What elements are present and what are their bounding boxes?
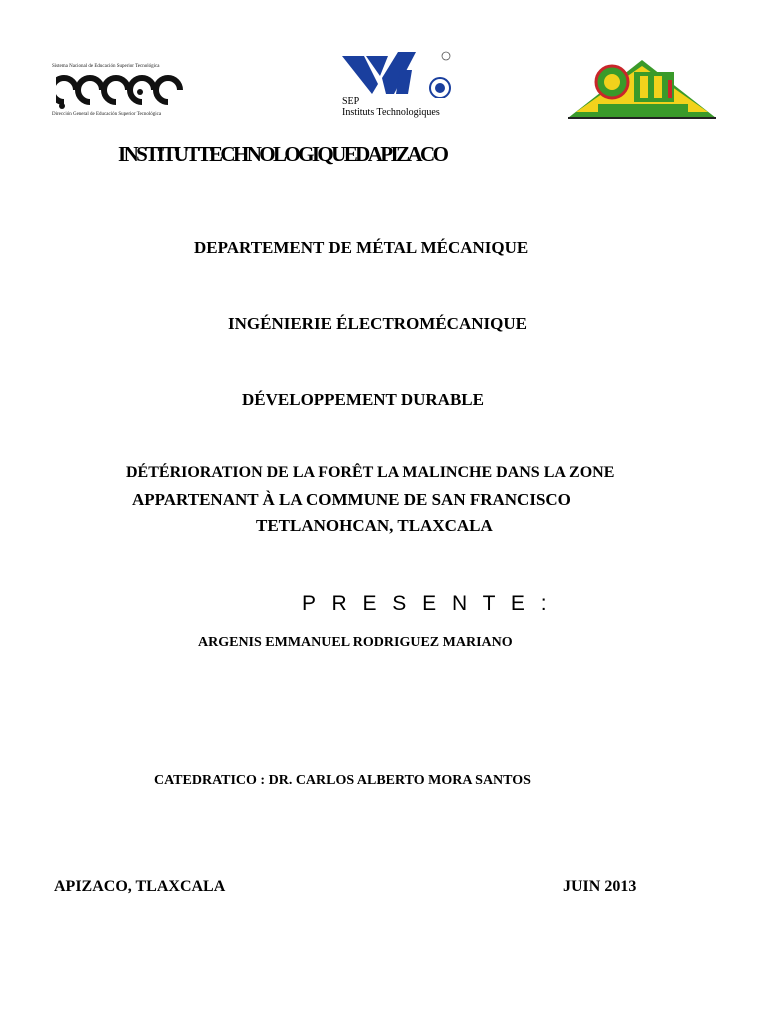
presente-label: P R E S E N T E :	[302, 592, 552, 615]
program-heading: INGÉNIERIE ÉLECTROMÉCANIQUE	[228, 314, 527, 333]
snest-emblem-icon	[56, 72, 191, 112]
department-heading: DEPARTEMENT DE MÉTAL MÉCANIQUE	[194, 238, 529, 257]
title-line-2: APPARTENANT À LA COMMUNE DE SAN FRANCISCO	[132, 490, 571, 509]
snest-logo	[52, 60, 197, 122]
date-text: JUIN 2013	[563, 878, 637, 895]
sep-label: SEP	[342, 96, 360, 107]
place-text: APIZACO, TLAXCALA	[54, 878, 226, 895]
snest-bottom-text: Dirección General de Educación Superior Tecnológica	[52, 112, 162, 117]
title-line-1: DÉTÉRIORATION DE LA FORÊT LA MALINCHE DANS LA ZONE	[126, 464, 615, 481]
course-heading: DÉVELOPPEMENT DURABLE	[242, 390, 484, 409]
institution-name: INSTITUTTECHNOLOGIQUEDAPIZACO	[118, 142, 447, 166]
sep-emblem-icon	[342, 50, 452, 98]
sep-logo	[340, 50, 452, 122]
author-name: ARGENIS EMMANUEL RODRIGUEZ MARIANO	[198, 635, 513, 650]
seal-emblem-icon	[568, 52, 716, 122]
sep-sublabel: Instituts Technologiques	[342, 107, 440, 118]
title-line-3: TETLANOHCAN, TLAXCALA	[256, 516, 493, 535]
snest-top-text: Sistema Nacional de Educación Superior Tecnológica	[52, 64, 160, 69]
catedratico-line: CATEDRATICO : DR. CARLOS ALBERTO MORA SANTOS	[154, 773, 531, 788]
institute-seal-logo	[568, 52, 716, 122]
